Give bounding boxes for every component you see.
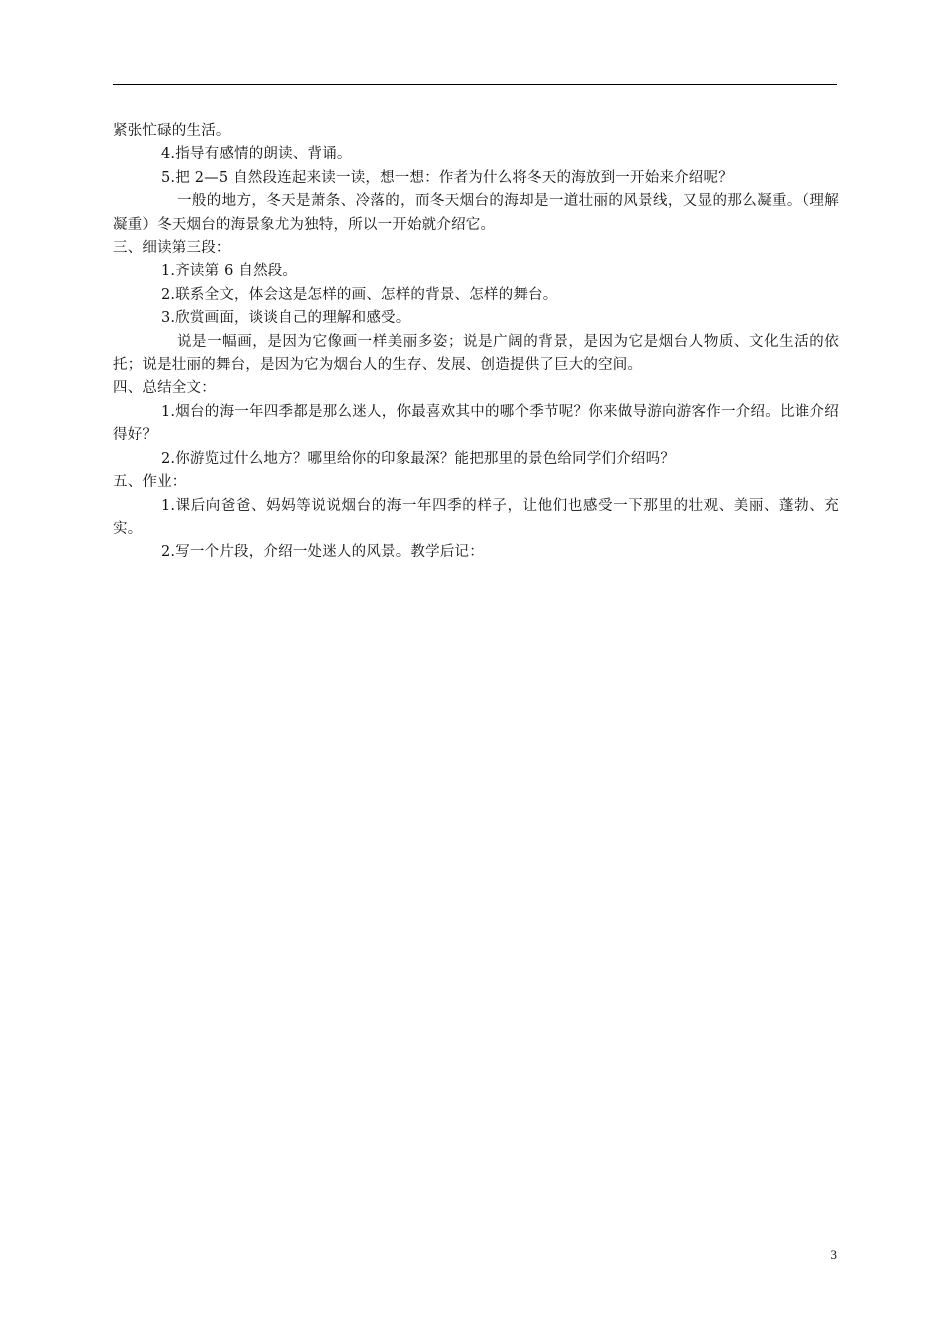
section-heading: 四、总结全文：: [113, 380, 216, 397]
paragraph: 一般的地方，冬天是萧条、冷落的，而冬天烟台的海却是一道壮丽的风景线，又显的那么凝重。（理解凝重）冬天烟台的海景象尤为独特，所以一开始就介绍它。: [113, 193, 839, 233]
paragraph: 1.课后向爸爸、妈妈等说说烟台的海一年四季的样子，让他们也感受一下那里的壮观、美丽、蓬勃、充实。: [113, 497, 839, 537]
document-body: [113, 120, 839, 565]
section-heading: 五、作业：: [113, 474, 187, 491]
paragraph: 4.指导有感情的朗读、背诵。: [161, 146, 352, 163]
header-rule: [113, 84, 837, 85]
section-heading: 三、细读第三段：: [113, 240, 231, 257]
paragraph: 2.写一个片段，介绍一处迷人的风景。教学后记：: [161, 544, 484, 561]
paragraph: 5.把 2—5 自然段连起来读一读，想一想：作者为什么将冬天的海放到一开始来介绍呢？: [161, 169, 733, 186]
paragraph: 说是一幅画，是因为它像画一样美丽多姿；说是广阔的背景，是因为它是烟台人物质、文化生活的依托；说是壮丽的舞台，是因为它为烟台人的生存、发展、创造提供了巨大的空间。: [113, 333, 839, 374]
paragraph: 2.联系全文，体会这是怎样的画、怎样的背景、怎样的舞台。: [161, 286, 558, 303]
paragraph: 1.齐读第 6 自然段。: [161, 263, 298, 280]
paragraph: 3.欣赏画面，谈谈自己的理解和感受。: [161, 310, 411, 327]
paragraph: 紧张忙碌的生活。: [113, 123, 231, 139]
paragraph: 2.你游览过什么地方？哪里给你的印象最深？能把那里的景色给同学们介绍吗？: [161, 450, 676, 467]
paragraph: 1.烟台的海一年四季都是那么迷人，你最喜欢其中的哪个季节呢？你来做导游向游客作一介绍。比谁介绍得好？: [113, 403, 839, 444]
page-number: 3: [830, 1247, 837, 1262]
